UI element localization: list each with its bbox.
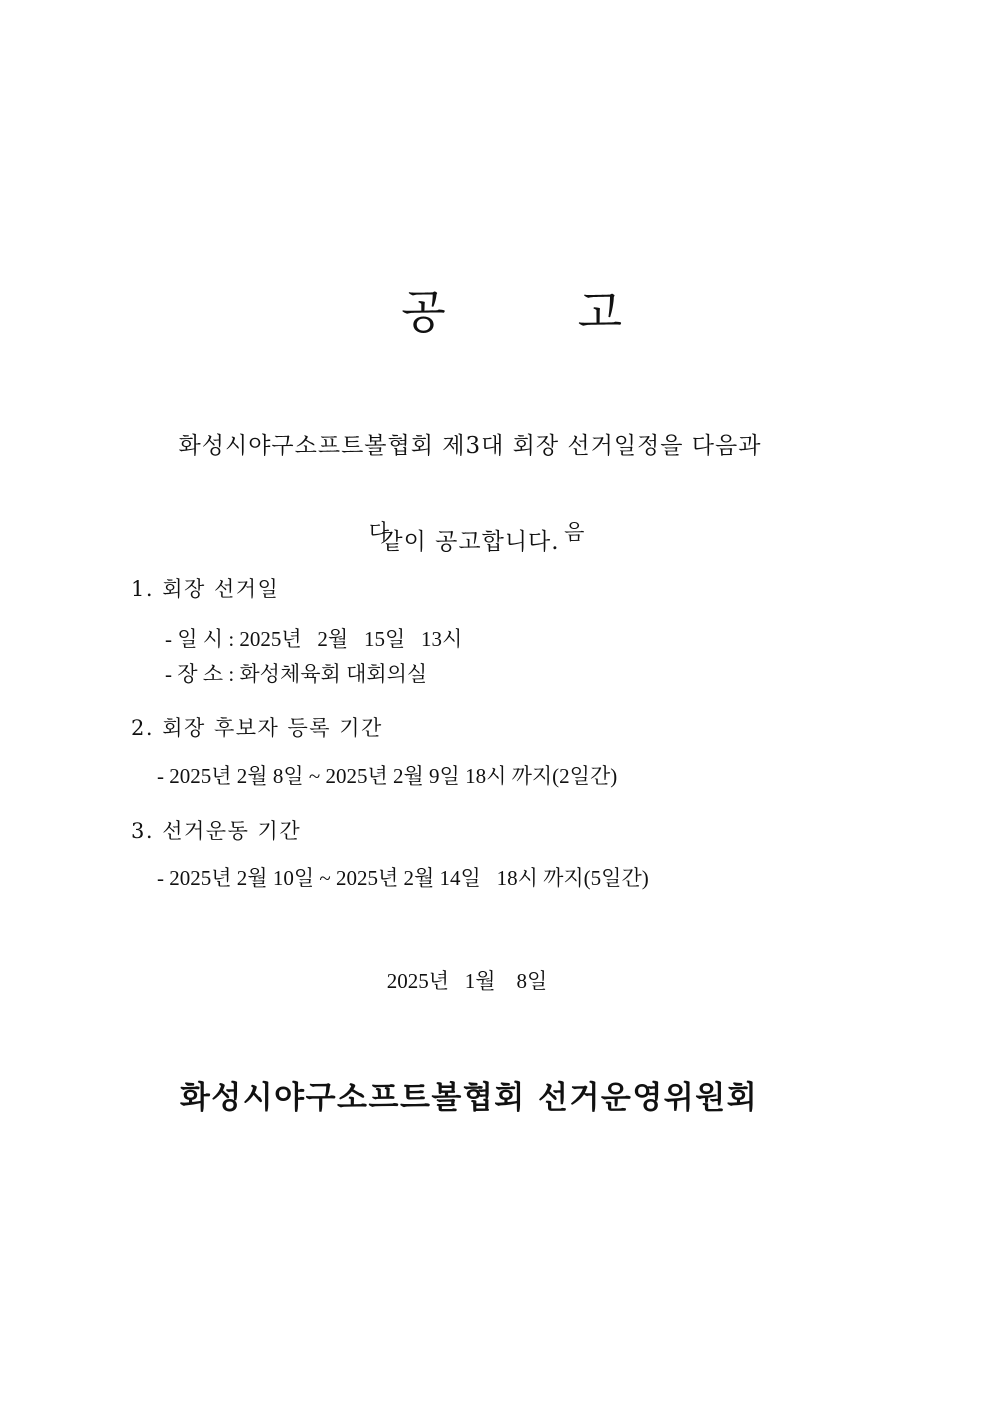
section-heading-3: 3. 선거운동 기간 <box>131 819 302 843</box>
dareum-part2: 음 <box>564 520 585 544</box>
dareum-heading <box>0 492 940 546</box>
section-heading-1: 1. 회장 선거일 <box>131 577 280 601</box>
notice-title-part1: 공 <box>401 285 448 339</box>
notice-intro <box>0 366 940 590</box>
section-1-item-location: - 장 소 : 화성체육회 대회의실 <box>165 662 428 686</box>
notice-date: 2025년 1월 8일 <box>386 969 548 993</box>
intro-line-1: 화성시야구소프트볼협회 제3대 회장 선거일정을 다음과 <box>178 433 762 459</box>
section-2-item-period: - 2025년 2월 8일 ~ 2025년 2월 9일 18시 까지(2일간) <box>157 764 618 788</box>
section-heading-2: 2. 회장 후보자 등록 기간 <box>131 716 383 740</box>
issuer-signature: 화성시야구소프트볼협회 선거운영위원회 <box>179 1080 759 1116</box>
dareum-part1: 다 <box>368 520 390 544</box>
notice-title <box>0 222 992 342</box>
intro-line-2: 같이 공고합니다. <box>380 529 560 555</box>
notice-title-part2: 고 <box>577 285 625 339</box>
section-3-item-period: - 2025년 2월 10일 ~ 2025년 2월 14일 18시 까지(5일간) <box>157 866 649 890</box>
section-1-item-datetime: - 일 시 : 2025년 2월 15일 13시 <box>165 627 463 651</box>
